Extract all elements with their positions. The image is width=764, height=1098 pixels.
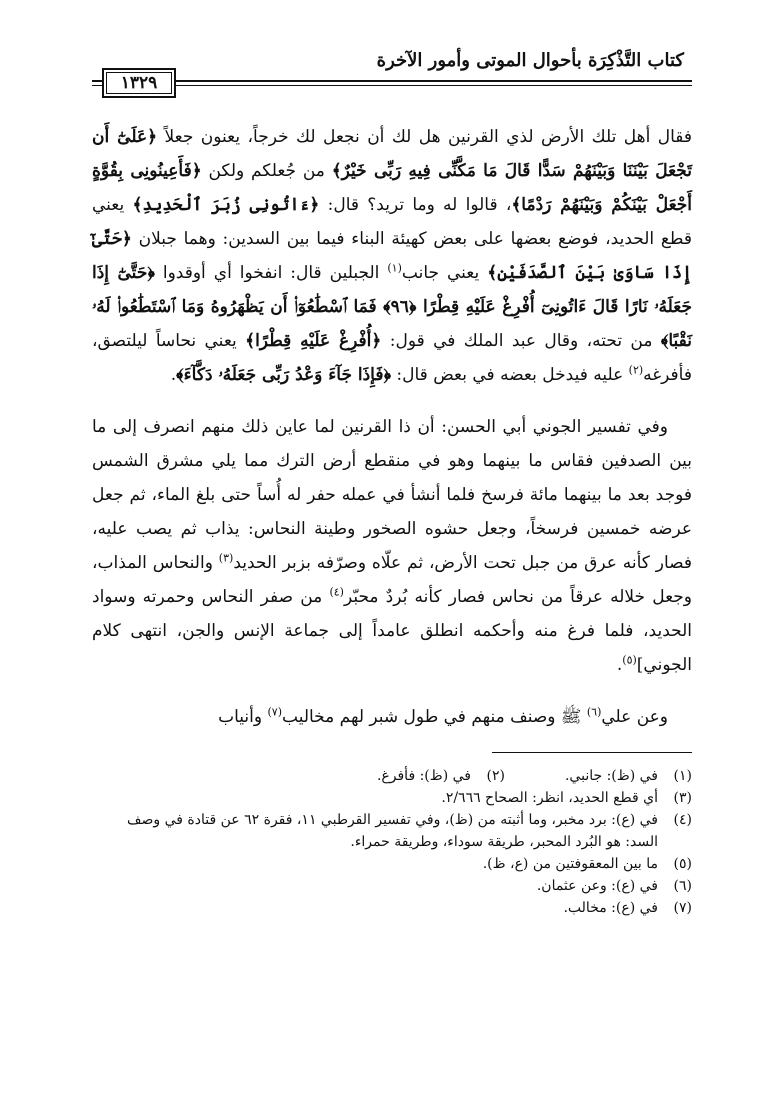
footnotes — [92, 765, 692, 919]
footnote-ref[interactable]: (٤) — [329, 585, 344, 599]
quran-verse: ﴿أُفْرِغْ عَلَيْهِ قِطْرًا﴾ — [245, 331, 382, 351]
footnote-ref[interactable]: (٥) — [622, 653, 637, 667]
quran-verse: ﴿ءَاتُونِى زُبَرَ ٱلْحَدِيدِ﴾ — [132, 195, 320, 215]
text-run: من جُعلكم ولكن — [208, 161, 325, 181]
footnote-number: (٧) — [673, 900, 692, 916]
text-run: من تحته، وقال عبد الملك في قول: — [389, 331, 653, 351]
text-run: يعني جانب — [401, 263, 480, 283]
footnote-row — [92, 765, 692, 787]
footnote-number: (٢) — [486, 768, 505, 784]
footnote — [92, 875, 692, 897]
book-title: كتاب التَّذْكِرَة بأحوال الموتى وأمور الآخرة — [376, 50, 684, 71]
quran-verse: ﴿حَتَّىٰٓ إِذَا جَعَلَهُۥ نَارًا قَالَ ءَاتُونِىٓ أُفْرِغْ عَلَيْهِ قِطْرًا ﴿٩٦﴾ فَمَا ٱسْطَٰعُوٓا۟ أَن يَظْهَرُوهُ وَمَا ٱسْتَطَٰعُوا۟ لَهُۥ نَقْبًا﴾ — [92, 263, 693, 351]
footnote-number: (٣) — [673, 790, 692, 806]
page-number: ١٣٢٩ — [102, 68, 176, 98]
footnote-text: في (ظ): فأفرغ. — [376, 768, 471, 784]
quran-verse: ﴿فَأَعِينُونِى بِقُوَّةٍ أَجْعَلْ بَيْنَكُمْ وَبَيْنَهُمْ رَدْمًا﴾ — [92, 161, 693, 215]
footnote — [565, 765, 692, 787]
quran-verse: ﴿حَتَّىٰٓ إِذَا سَاوَىٰ بَيْنَ ٱلصَّدَفَيْنِ﴾ — [92, 229, 693, 283]
footnote — [92, 853, 692, 875]
footnote-text: ما بين المعقوفتين من (ع، ظ). — [482, 856, 658, 872]
footnote-number: (٦) — [673, 878, 692, 894]
footnote — [92, 897, 692, 919]
footnote-number: (١) — [673, 768, 692, 784]
footnote-ref[interactable]: (٧) — [267, 705, 282, 719]
text-run: ﷺ وصنف منهم في طول شبر لهم مخاليب — [282, 707, 582, 727]
text-run: وأنياب — [218, 707, 263, 727]
text-run: وعن علي — [601, 707, 668, 727]
text-run: يعني نحاساً ليلتصق، فأفرغه — [92, 331, 692, 385]
footnote — [92, 809, 692, 853]
footnote-ref[interactable]: (٢) — [628, 363, 644, 377]
footnote-number: (٤) — [673, 812, 692, 828]
text-run: فقال أهل تلك الأرض لذي القرنين هل لك أن نجعل لك خرجاً، يعنون جعلاً — [164, 127, 692, 147]
main-text — [92, 120, 692, 734]
text-run: عليه فيدخل بعضه في بعض قال: — [396, 365, 624, 385]
footnote-ref[interactable]: (١) — [387, 261, 402, 275]
footnote-text: في (ظ): جانبي. — [564, 768, 658, 784]
paragraph-3 — [92, 700, 692, 734]
text-run: وفي تفسير الجوني أبي الحسن: أن ذا القرنين لما عاين ذلك منهم انصرف إلى ما بين الصدفين فقاس ما بينهما وهو في منقطع أرض الترك مما يلي مشرق الشمس فوجد بعد ما بينهما مائة فرسخ فلما أنشأ في عمله حفر له أُساً حتى بلغ الماء، ثم جعل عرضه خمسين فرسخاً، وجعل حشوه الصخور وطينة النحاس: يذاب ثم يصب عليه، فصار كأنه عرق من جبل تحت الأرض، ثم علّاه وصرّفه بزبر الحديد — [92, 417, 692, 573]
footnote — [92, 787, 692, 809]
paragraph-2 — [92, 410, 692, 682]
text-run: الجبلين قال: انفخوا أي أوقدوا — [162, 263, 380, 283]
book-page — [92, 40, 692, 919]
text-run: ، قالوا له وما تريد؟ قال: — [327, 195, 512, 215]
text-run: . — [170, 365, 177, 385]
footnote — [377, 765, 505, 787]
footnote-text: في (ع): مخالب. — [563, 900, 658, 916]
text-run: والنحاس المذاب، وجعل خلاله عرقاً من نحاس فصار كأنه بُردٌ محبّر — [92, 553, 692, 607]
quran-verse: ﴿فَإِذَا جَآءَ وَعْدُ رَبِّى جَعَلَهُۥ دَكَّآءَ﴾ — [176, 365, 392, 385]
footnote-divider — [492, 752, 692, 753]
text-run: من صفر النحاس وحمرته وسواد الحديد، فلما فرغ منه وأحكمه انطلق عامداً إلى جماعة الإنس والجن، انتهى كلام الجوني] — [92, 587, 692, 675]
text-run: يعني قطع الحديد، فوضع بعضها على بعض كهيئة البناء فيما بين السدين: وهما جبلان — [92, 195, 692, 249]
footnote-ref[interactable]: (٦) — [586, 705, 602, 719]
footnote-ref[interactable]: (٣) — [218, 551, 234, 565]
header-rule-thin — [92, 85, 692, 86]
quran-verse: ﴿عَلَىٰٓ أَن تَجْعَلَ بَيْنَنَا وَبَيْنَهُمْ سَدًّا قَالَ مَا مَكَّنِّى فِيهِ رَبِّى خَيْرٌ﴾ — [92, 127, 692, 181]
footnote-text: في (ع): برد مخبر، وما أثبته من (ظ)، وفي تفسير القرطبي ١١، فقرة ٦٢ عن قتادة في وصف السد: هو البُرد المحبر، طريقة سوداء، وطريقة حمراء. — [127, 812, 658, 850]
paragraph-1 — [92, 120, 692, 392]
header-rule — [92, 80, 692, 82]
footnote-text: في (ع): وعن عثمان. — [536, 878, 658, 894]
footnote-text: أي قطع الحديد، انظر: الصحاح ٢/٦٦٦. — [441, 790, 658, 806]
footnote-number: (٥) — [673, 856, 692, 872]
running-header — [92, 40, 692, 96]
text-run: . — [616, 655, 623, 675]
